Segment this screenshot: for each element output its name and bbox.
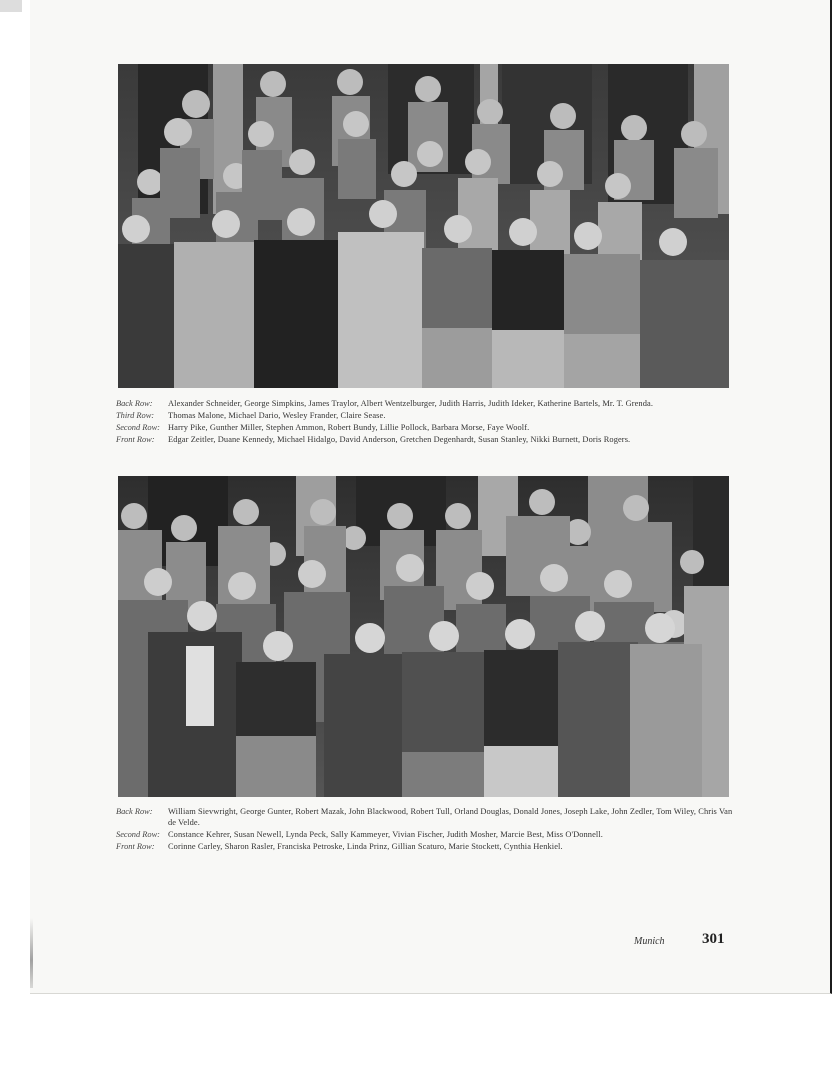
caption-row bbox=[116, 434, 738, 445]
row-names: Thomas Malone, Michael Dario, Wesley Frander, Claire Sease. bbox=[168, 411, 386, 420]
row-label: Front Row: bbox=[116, 842, 155, 851]
row-names: William Sievwright, George Gunter, Robert Mazak, John Blackwood, Robert Tull, Orland Douglas, Donald Jones, Joseph Lake, John Zedler, Tom Wiley, Chris Van de Velde. bbox=[168, 807, 733, 827]
caption-row bbox=[116, 829, 738, 840]
section-label: Munich bbox=[634, 936, 665, 947]
row-label: Second Row: bbox=[116, 423, 160, 432]
caption-top bbox=[116, 398, 738, 446]
caption-row bbox=[116, 422, 738, 433]
group-photo-top bbox=[118, 64, 729, 388]
caption-row bbox=[116, 398, 738, 409]
caption-row bbox=[116, 806, 738, 828]
caption-bottom bbox=[116, 806, 738, 853]
row-names: Constance Kehrer, Susan Newell, Lynda Peck, Sally Kammeyer, Vivian Fischer, Judith Mosher, Marcie Best, Miss O'Donnell. bbox=[168, 830, 603, 839]
caption-row bbox=[116, 410, 738, 421]
row-label: Third Row: bbox=[116, 411, 155, 420]
row-label: Second Row: bbox=[116, 830, 160, 839]
row-names: Alexander Schneider, George Simpkins, James Traylor, Albert Wentzelburger, Judith Harris, Judith Ideker, Katherine Bartels, Mr. T. Grenda. bbox=[168, 399, 654, 408]
row-label: Front Row: bbox=[116, 435, 155, 444]
scan-corner-mark bbox=[0, 0, 22, 12]
row-label: Back Row: bbox=[116, 399, 153, 408]
caption-row bbox=[116, 841, 738, 852]
row-label: Back Row: bbox=[116, 807, 153, 816]
row-names: Harry Pike, Gunther Miller, Stephen Ammon, Robert Bundy, Lillie Pollock, Barbara Morse, Faye Woolf. bbox=[168, 423, 530, 432]
row-names: Corinne Carley, Sharon Rasler, Franciska Petroske, Linda Prinz, Gillian Scaturo, Marie Stockett, Cynthia Henkiel. bbox=[168, 842, 563, 851]
row-names: Edgar Zeitler, Duane Kennedy, Michael Hidalgo, David Anderson, Gretchen Degenhardt, Susan Stanley, Nikki Burnett, Doris Rogers. bbox=[168, 435, 631, 444]
page-number: 301 bbox=[702, 931, 725, 947]
group-photo-bottom bbox=[118, 476, 729, 797]
binding-shadow bbox=[30, 918, 33, 988]
